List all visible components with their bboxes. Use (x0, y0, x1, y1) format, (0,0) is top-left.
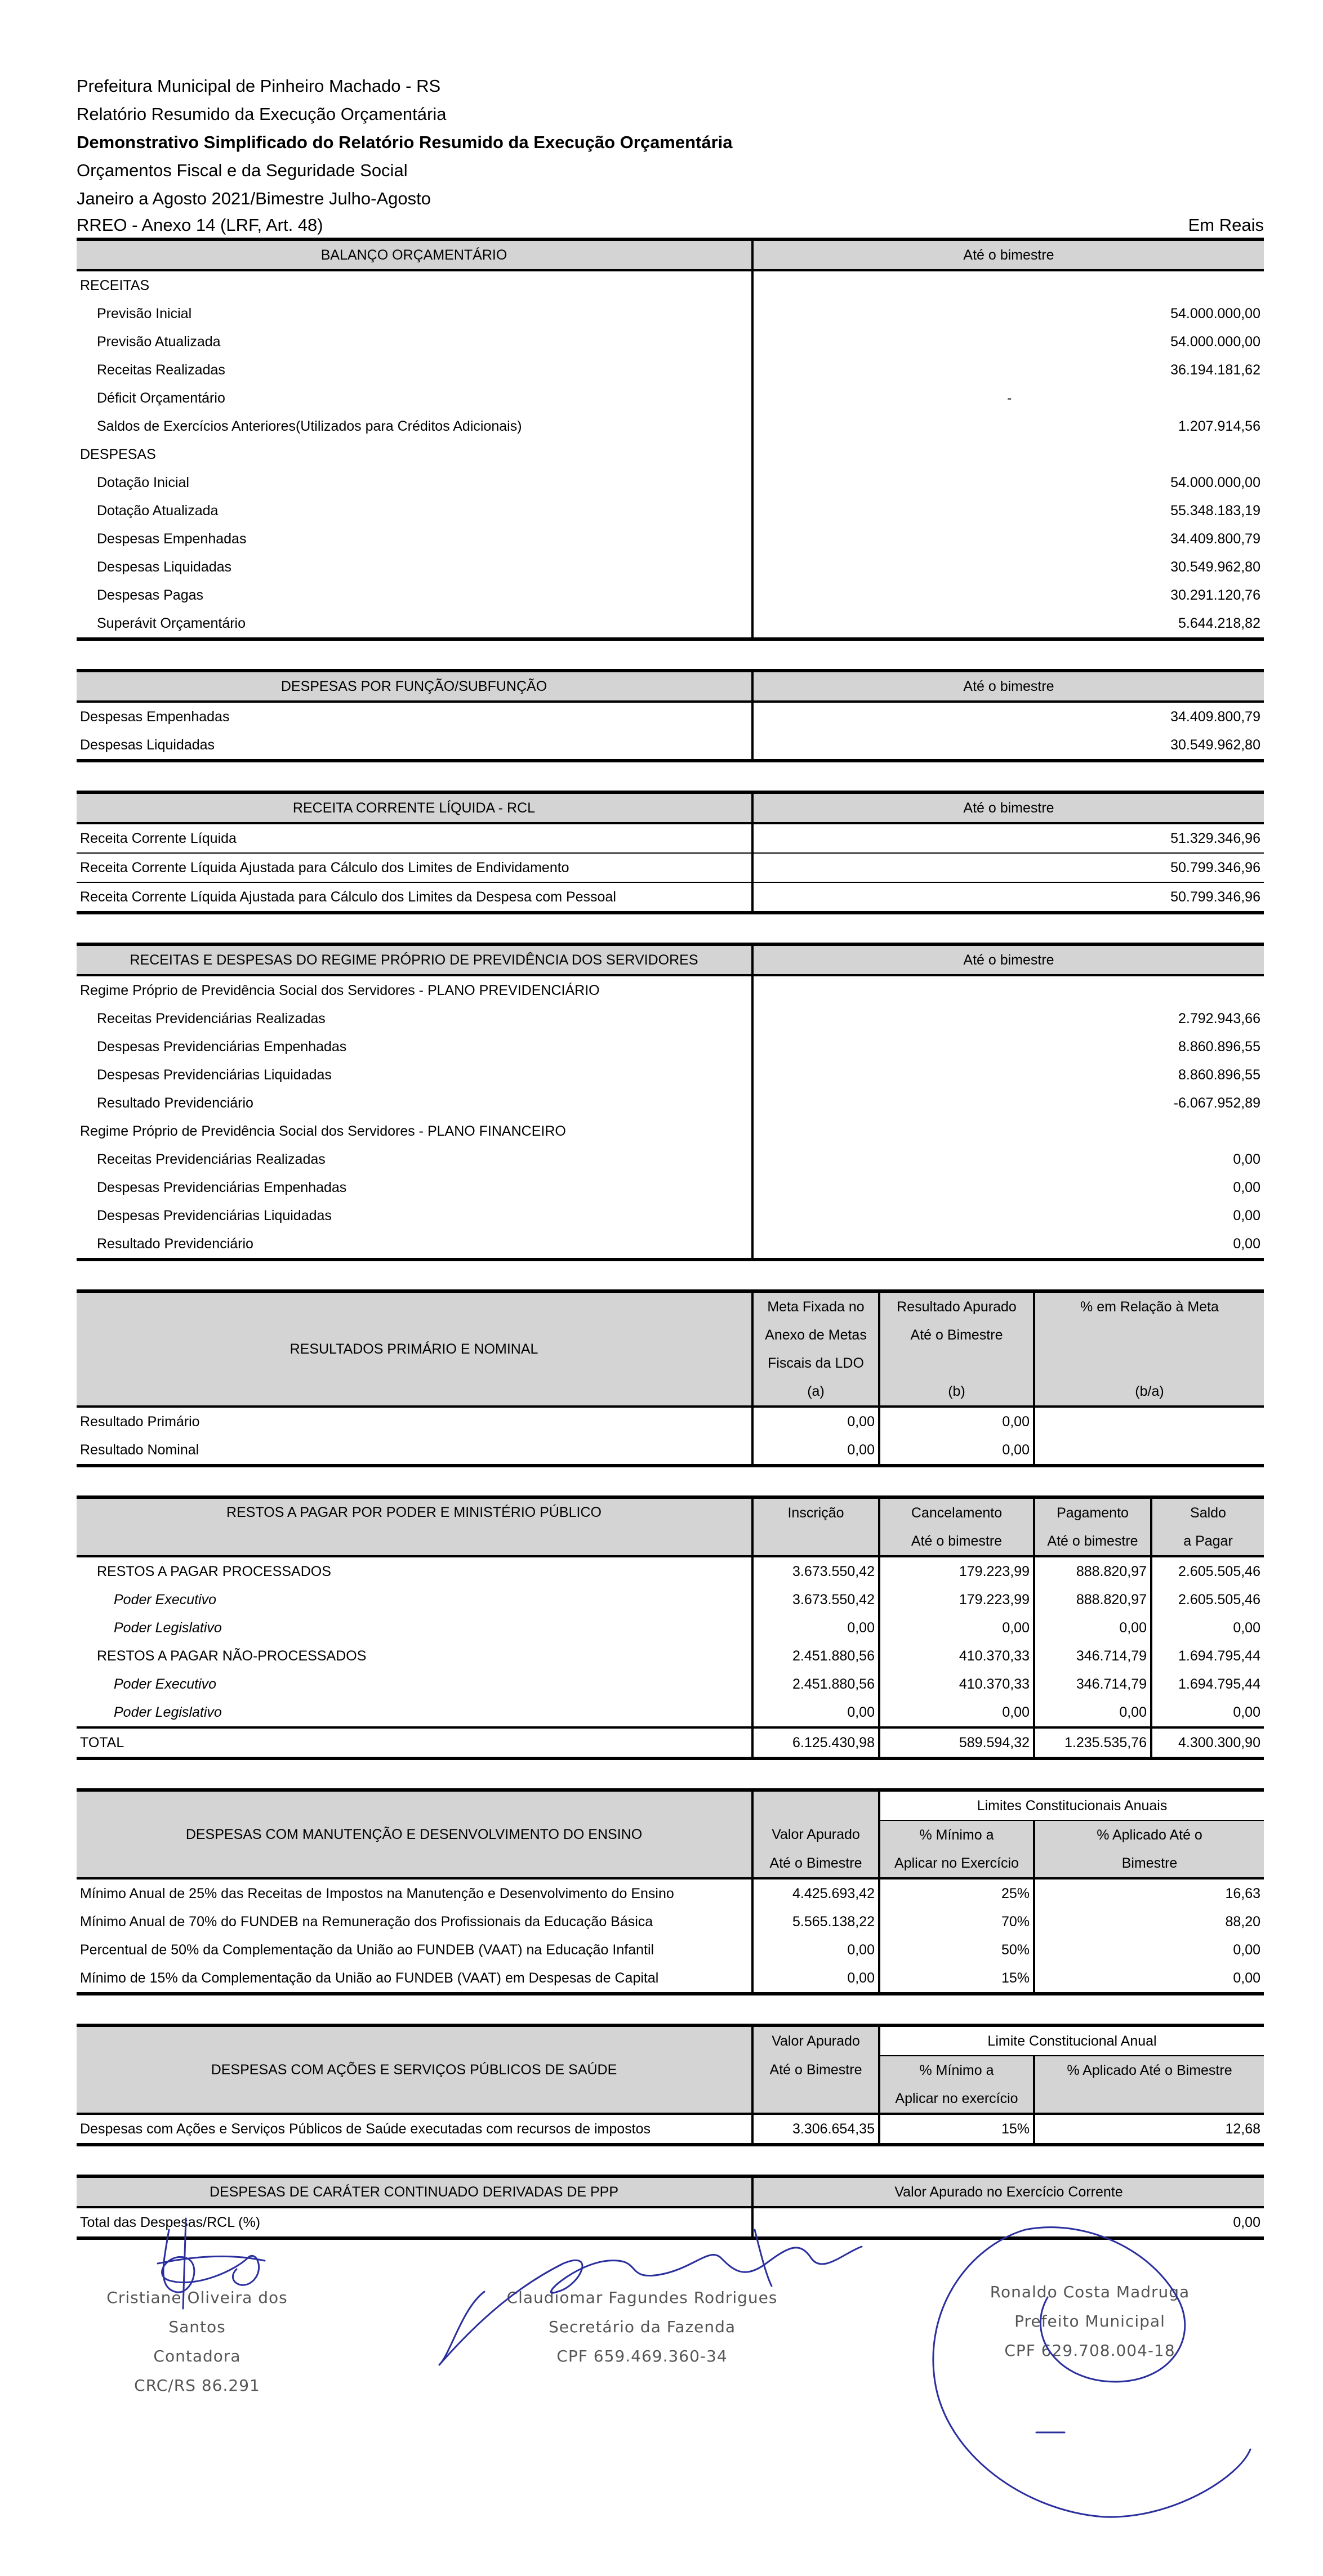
table-row-label: Previsão Atualizada (97, 333, 221, 350)
table-row-value: 88,20 (1034, 1908, 1264, 1936)
table-row-value: 179.223,99 (879, 1556, 1034, 1586)
table-row-value: 410.370,33 (879, 1642, 1034, 1670)
table-row-value: 0,00 (1034, 1936, 1264, 1964)
table-row-label: Dotação Inicial (97, 474, 189, 490)
results-col-a: (a) (752, 1377, 879, 1407)
table-row-label: Receita Corrente Líquida Ajustada para Cálculo dos Limites da Despesa com Pessoal (77, 882, 752, 913)
table-row-value: 0,00 (752, 1202, 1264, 1230)
table-row-value: 30.549.962,80 (752, 553, 1264, 581)
health-table (77, 2024, 1264, 2146)
table-row-value: 410.370,33 (879, 1670, 1034, 1698)
function-col: Até o bimestre (752, 671, 1264, 702)
table-row-value: 0,00 (1151, 1698, 1264, 1727)
table-row-value: 0,00 (752, 1698, 879, 1727)
table-row-value: 0,00 (752, 2207, 1264, 2238)
table-row-value: 3.673.550,42 (752, 1556, 879, 1586)
signer-role: Prefeito Municipal (1014, 2312, 1165, 2331)
health-col-a: Valor Apurado (752, 2025, 879, 2056)
table-row-value: 54.000.000,00 (752, 328, 1264, 356)
table-row-value: 50.799.346,96 (752, 853, 1264, 882)
report-page (77, 72, 1264, 2240)
table-row-value: 8.860.896,55 (752, 1033, 1264, 1061)
table-row-label: Mínimo Anual de 70% do FUNDEB na Remuneração dos Profissionais da Educação Básica (80, 1913, 653, 1930)
currency-note: Em Reais (1188, 215, 1264, 235)
table-row-value: 30.549.962,80 (752, 731, 1264, 761)
rcl-col: Até o bimestre (752, 792, 1264, 823)
table-row-label: Despesas Previdenciárias Empenhadas (97, 1179, 347, 1195)
table-row-value: 2.792.943,66 (752, 1004, 1264, 1033)
table-row-value: 0,00 (879, 1436, 1034, 1466)
table-row-label: Despesas Empenhadas (97, 530, 247, 547)
table-row-label: Poder Legislativo (77, 1698, 752, 1727)
budget-balance-col: Até o bimestre (752, 239, 1264, 270)
table-row-value: 3.306.654,35 (752, 2114, 879, 2145)
signer-name: Ronaldo Costa Madruga (990, 2283, 1190, 2301)
table-row-value: 0,00 (752, 1614, 879, 1642)
table-row-label: Superávit Orçamentário (77, 609, 752, 639)
annex-ref: RREO - Anexo 14 (LRF, Art. 48) (77, 215, 323, 235)
table-row-value: 15% (879, 1964, 1034, 1994)
table-row-value: 51.329.346,96 (752, 823, 1264, 853)
table-row-value: 1.694.795,44 (1151, 1642, 1264, 1670)
table-row-value: 0,00 (752, 1436, 879, 1466)
signer-name: Claudiomar Fagundes Rodrigues (506, 2288, 778, 2307)
total-value: 589.594,32 (879, 1727, 1034, 1758)
table-row-label: Receitas Previdenciárias Realizadas (97, 1151, 326, 1167)
education-col-b: % Mínimo a (879, 1820, 1034, 1849)
table-row-value: 0,00 (752, 1230, 1264, 1260)
results-col-c: (b/a) (1034, 1377, 1264, 1407)
results-col-b: Até o Bimestre (879, 1321, 1034, 1349)
table-row-label: Total das Despesas/RCL (%) (77, 2207, 752, 2238)
payables-header: RESTOS A PAGAR POR PODER E MINISTÉRIO PÚBLICO (77, 1497, 752, 1556)
table-row-value: 2.451.880,56 (752, 1642, 879, 1670)
table-row-value: 30.291.120,76 (752, 581, 1264, 609)
payables-col: Cancelamento (879, 1497, 1034, 1527)
table-row-label: Receitas Previdenciárias Realizadas (97, 1010, 326, 1026)
table-row-value: 5.644.218,82 (752, 609, 1264, 639)
table-row-value: 346.714,79 (1034, 1670, 1151, 1698)
table-row-label: Despesas Previdenciárias Liquidadas (97, 1066, 332, 1083)
table-row-value: 0,00 (1034, 1698, 1151, 1727)
pension-table (77, 943, 1264, 1261)
municipality-title: Prefeitura Municipal de Pinheiro Machado - RS (77, 76, 441, 96)
function-table (77, 669, 1264, 762)
signature-scribble-accountant (158, 2218, 265, 2309)
health-col-b: % Mínimo a (879, 2056, 1034, 2084)
table-row-value: 55.348.183,19 (752, 497, 1264, 525)
table-row-value: 36.194.181,62 (752, 356, 1264, 384)
payables-col: Saldo (1151, 1497, 1264, 1527)
table-row-value: 8.860.896,55 (752, 1061, 1264, 1089)
signature-scribble-mayor (933, 2227, 1250, 2517)
signature-area (0, 2196, 1323, 2576)
table-row-value: 50.799.346,96 (752, 882, 1264, 913)
table-row-value: 0,00 (879, 1614, 1034, 1642)
table-row-label: RESTOS A PAGAR PROCESSADOS (97, 1563, 331, 1579)
health-limit: Limite Constitucional Anual (879, 2025, 1264, 2056)
table-row-value: 888.820,97 (1034, 1586, 1151, 1614)
table-row-value: 12,68 (1034, 2114, 1264, 2145)
table-row-label: Despesas Liquidadas (97, 559, 232, 575)
table-row-label: Resultado Primário (80, 1413, 200, 1430)
table-row-value: 1.207.914,56 (752, 412, 1264, 440)
table-row-value: 2.605.505,46 (1151, 1586, 1264, 1614)
health-col-a: Até o Bimestre (752, 2056, 879, 2084)
table-row-value: 0,00 (1151, 1614, 1264, 1642)
table-row-value: 25% (879, 1878, 1034, 1908)
table-row-value: -6.067.952,89 (752, 1089, 1264, 1117)
handwritten-signatures (0, 2196, 1323, 2576)
payables-col: a Pagar (1151, 1527, 1264, 1556)
table-row-value: 0,00 (752, 1173, 1264, 1202)
table-row-label: Despesas com Ações e Serviços Públicos de Saúde executadas com recursos de impostos (77, 2114, 752, 2145)
signature-scribble-treasury (439, 2230, 862, 2365)
payables-col: Inscrição (752, 1497, 879, 1527)
pension-header: RECEITAS E DESPESAS DO REGIME PRÓPRIO DE PREVIDÊNCIA DOS SERVIDORES (77, 944, 752, 975)
rcl-header: RECEITA CORRENTE LÍQUIDA - RCL (77, 792, 752, 823)
despesas-label: DESPESAS (80, 446, 156, 462)
table-row-label: Receita Corrente Líquida Ajustada para Cálculo dos Limites de Endividamento (77, 853, 752, 882)
report-subtitle: Demonstrativo Simplificado do Relatório Resumido da Execução Orçamentária (77, 132, 733, 152)
table-row-label: Resultado Previdenciário (77, 1230, 752, 1260)
education-table (77, 1788, 1264, 1995)
results-col-a: Fiscais da LDO (752, 1349, 879, 1377)
table-row-value: 2.605.505,46 (1151, 1556, 1264, 1586)
table-row-label: Dotação Atualizada (97, 502, 219, 519)
signer-role: Contadora (153, 2347, 241, 2365)
education-limits: Limites Constitucionais Anuais (879, 1790, 1264, 1820)
table-row-label: Despesas Empenhadas (80, 708, 230, 725)
table-row-value: 5.565.138,22 (752, 1908, 879, 1936)
table-row-value: 34.409.800,79 (752, 702, 1264, 731)
education-col-b: Aplicar no Exercício (879, 1849, 1034, 1878)
results-header: RESULTADOS PRIMÁRIO E NOMINAL (77, 1291, 752, 1407)
health-col-b: Aplicar no exercício (879, 2084, 1034, 2114)
table-row-value: 34.409.800,79 (752, 525, 1264, 553)
table-row-value: 15% (879, 2114, 1034, 2145)
table-row-value (1034, 1436, 1264, 1466)
health-col-c: % Aplicado Até o Bimestre (1034, 2056, 1264, 2084)
table-row-value: 3.673.550,42 (752, 1586, 879, 1614)
signer-role: Secretário da Fazenda (548, 2318, 736, 2336)
table-row-value: 54.000.000,00 (752, 468, 1264, 497)
table-row-label: Poder Executivo (114, 1591, 217, 1608)
table-row-value: - (752, 384, 1264, 412)
health-header: DESPESAS COM AÇÕES E SERVIÇOS PÚBLICOS DE SAÚDE (77, 2025, 752, 2114)
table-row-label: Receita Corrente Líquida (77, 823, 752, 853)
total-value: 6.125.430,98 (752, 1727, 879, 1758)
results-col-b: (b) (879, 1377, 1034, 1407)
table-row-value: 0,00 (1034, 1964, 1264, 1994)
table-row-label: Despesas Liquidadas (77, 731, 752, 761)
education-col-a: Até o Bimestre (752, 1849, 879, 1878)
table-row-value: 4.425.693,42 (752, 1878, 879, 1908)
period: Janeiro a Agosto 2021/Bimestre Julho-Agosto (77, 189, 431, 208)
table-row-label: Mínimo Anual de 25% das Receitas de Impostos na Manutenção e Desenvolvimento do Ensino (80, 1885, 674, 1901)
table-row-label: Previsão Inicial (97, 305, 192, 322)
results-col-b: Resultado Apurado (879, 1291, 1034, 1321)
ppp-col: Valor Apurado no Exercício Corrente (752, 2176, 1264, 2207)
total-label: TOTAL (77, 1727, 752, 1758)
receitas-label: RECEITAS (80, 277, 150, 293)
budget-scope: Orçamentos Fiscal e da Seguridade Social (77, 160, 408, 180)
table-row-value: 54.000.000,00 (752, 300, 1264, 328)
table-row-label: Despesas Previdenciárias Liquidadas (97, 1207, 332, 1224)
table-row-label: Resultado Nominal (77, 1436, 752, 1466)
total-value: 1.235.535,76 (1034, 1727, 1151, 1758)
table-row-label: Déficit Orçamentário (97, 390, 225, 406)
signer-id: CPF 629.708.004-18 (1004, 2341, 1175, 2360)
pension-plan-label: Regime Próprio de Previdência Social dos Servidores - PLANO PREVIDENCIÁRIO (80, 982, 600, 998)
education-col-a: Valor Apurado (752, 1820, 879, 1849)
results-col-c: % em Relação à Meta (1034, 1291, 1264, 1321)
table-row-value: 0,00 (1034, 1614, 1151, 1642)
pension-col: Até o bimestre (752, 944, 1264, 975)
table-row-value: 50% (879, 1936, 1034, 1964)
signer-name: Cristiane Oliveira dos Santos (106, 2288, 288, 2336)
table-row-value: 888.820,97 (1034, 1556, 1151, 1586)
table-row-label: Despesas Pagas (97, 587, 204, 603)
table-row-value: 0,00 (752, 1936, 879, 1964)
budget-balance-table (77, 238, 1264, 641)
results-col-a: Anexo de Metas (752, 1321, 879, 1349)
pension-plan-label: Regime Próprio de Previdência Social dos Servidores - PLANO FINANCEIRO (80, 1123, 566, 1139)
table-row-label: Receitas Realizadas (97, 361, 225, 378)
table-row-value: 0,00 (752, 1964, 879, 1994)
results-col-a: Meta Fixada no (752, 1291, 879, 1321)
table-row-label: RESTOS A PAGAR NÃO-PROCESSADOS (97, 1648, 367, 1664)
table-row-value: 2.451.880,56 (752, 1670, 879, 1698)
table-row-value: 0,00 (879, 1698, 1034, 1727)
table-row-label: Mínimo de 15% da Complementação da União ao FUNDEB (VAAT) em Despesas de Capital (77, 1964, 752, 1994)
payables-col: Até o bimestre (879, 1527, 1034, 1556)
table-row-value: 346.714,79 (1034, 1642, 1151, 1670)
ppp-header: DESPESAS DE CARÁTER CONTINUADO DERIVADAS DE PPP (77, 2176, 752, 2207)
rcl-table (77, 791, 1264, 914)
table-row-label: Resultado Previdenciário (97, 1095, 253, 1111)
table-row-label: Poder Executivo (114, 1676, 217, 1692)
table-row-label: Poder Legislativo (114, 1619, 222, 1636)
budget-balance-header: BALANÇO ORÇAMENTÁRIO (77, 239, 752, 270)
results-table (77, 1289, 1264, 1467)
report-name: Relatório Resumido da Execução Orçamentária (77, 104, 447, 124)
payables-col: Pagamento (1034, 1497, 1151, 1527)
table-row-value: 70% (879, 1908, 1034, 1936)
total-value: 4.300.300,90 (1151, 1727, 1264, 1758)
signer-id: CPF 659.469.360-34 (556, 2347, 728, 2365)
table-row-label: Percentual de 50% da Complementação da União ao FUNDEB (VAAT) na Educação Infantil (80, 1941, 654, 1958)
table-row-label: Despesas Previdenciárias Empenhadas (97, 1038, 347, 1055)
function-header: DESPESAS POR FUNÇÃO/SUBFUNÇÃO (77, 671, 752, 702)
table-row-value: 179.223,99 (879, 1586, 1034, 1614)
table-row-label: Saldos de Exercícios Anteriores(Utilizados para Créditos Adicionais) (97, 418, 522, 434)
table-row-value: 16,63 (1034, 1878, 1264, 1908)
table-row-value: 0,00 (752, 1145, 1264, 1173)
table-row-value: 0,00 (752, 1407, 879, 1436)
signer-id: CRC/RS 86.291 (134, 2376, 260, 2395)
table-row-value (1034, 1407, 1264, 1436)
table-row-value: 0,00 (879, 1407, 1034, 1436)
education-header: DESPESAS COM MANUTENÇÃO E DESENVOLVIMENTO DO ENSINO (77, 1790, 752, 1878)
education-col-c: Bimestre (1034, 1849, 1264, 1878)
payables-col: Até o bimestre (1034, 1527, 1151, 1556)
education-col-c: % Aplicado Até o (1034, 1820, 1264, 1849)
payables-table (77, 1495, 1264, 1760)
table-row-value: 1.694.795,44 (1151, 1670, 1264, 1698)
